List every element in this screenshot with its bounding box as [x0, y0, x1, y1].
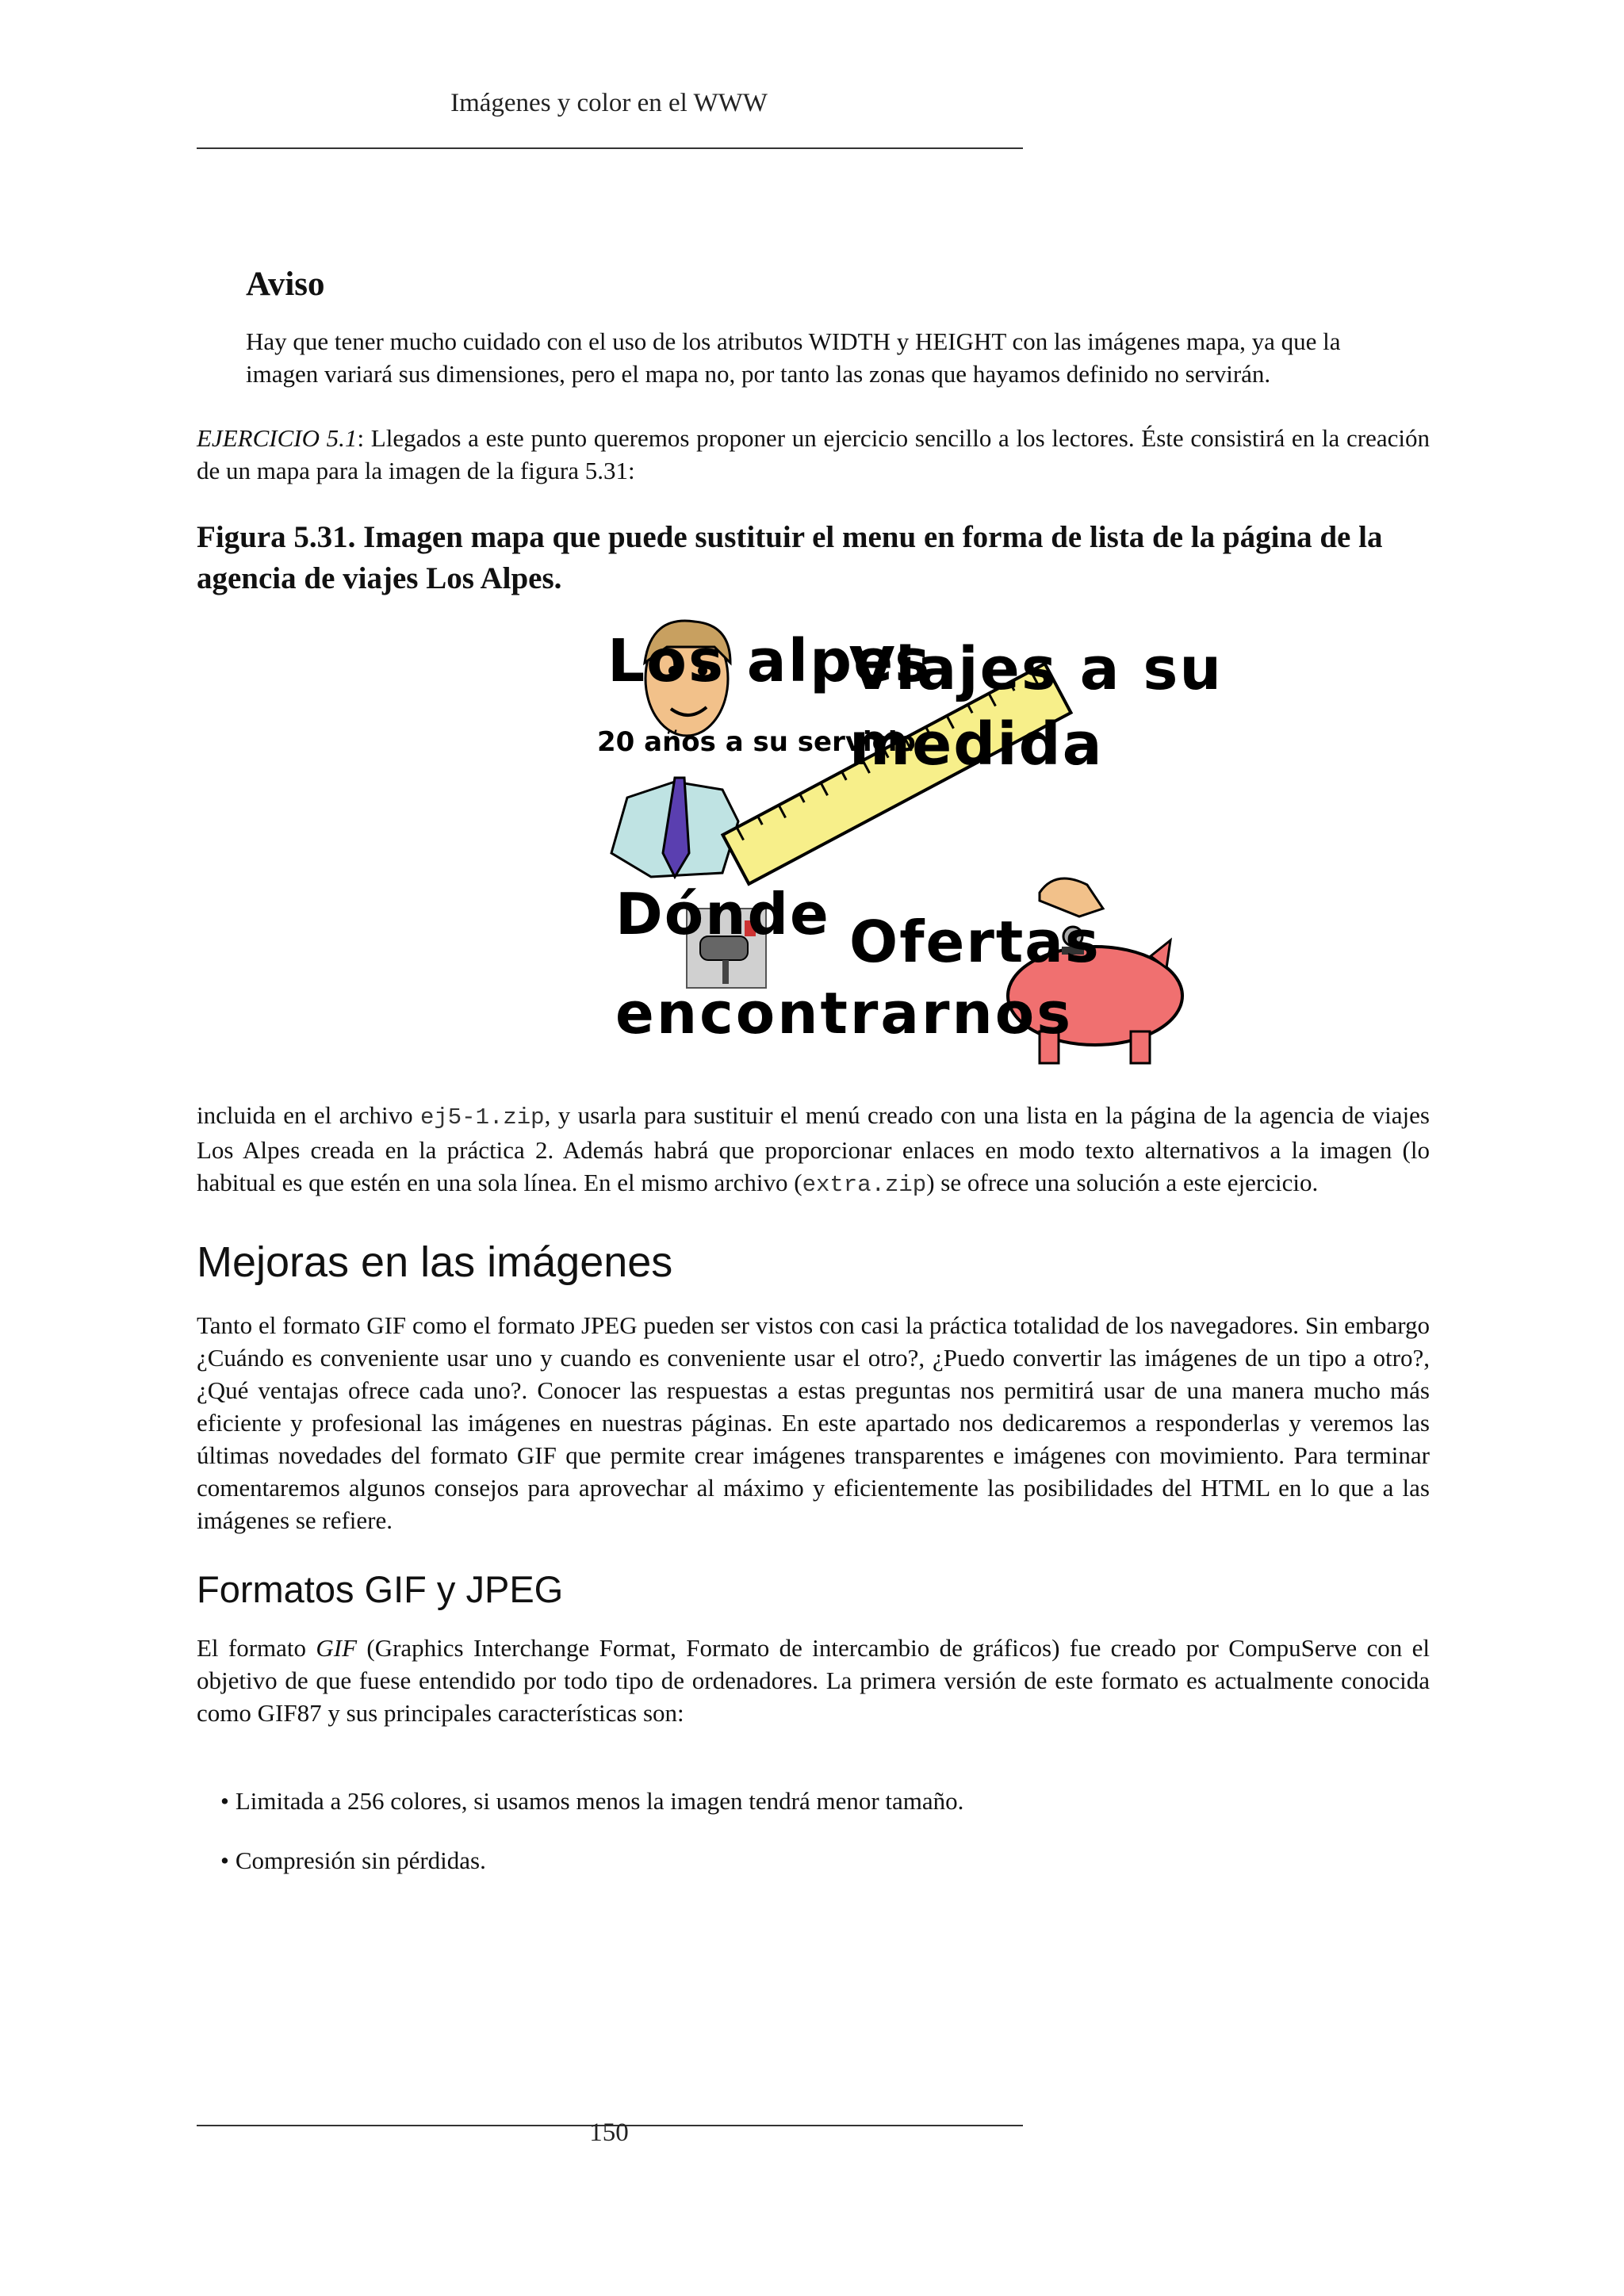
- after-figure-text-3: ) se ofrece una solución a este ejercicio.: [926, 1169, 1319, 1196]
- exercise-paragraph: [197, 422, 1430, 487]
- gif-term: GIF: [316, 1634, 358, 1662]
- section-paragraph: Tanto el formato GIF como el formato JPEG pueden ser vistos con casi la práctica totalidad de los navegadores. Sin embargo ¿Cuándo es conveniente usar uno y cuando es conveniente usar el otro?, ¿Puedo convertir las imágenes de un tipo a otro?, ¿Qué ventajas ofrece cada uno?. Conocer las respuestas a estas preguntas nos permitirá usar de una manera mucho más eficiente y profesional las imágenes en nuestras páginas. En este apartado nos dedicaremos a responderlas y veremos las últimas novedades del formato GIF que permite crear imágenes transparentes e imágenes con movimiento. Para terminar comentaremos algunos consejos para aprovechar al máximo y eficientemente las posibilidades del HTML en lo que a las imágenes se refiere.: [197, 1311, 1430, 1534]
- aviso-text: Hay que tener mucho cuidado con el uso de los atributos WIDTH y HEIGHT con las imágenes mapa, ya que la imagen variará sus dimensiones, pero el mapa no, por tanto las zonas que hayamos definido no servirán.: [246, 327, 1341, 388]
- after-figure-text-1: incluida en el archivo: [197, 1101, 420, 1129]
- subsection-text-1: El formato: [197, 1634, 316, 1662]
- after-figure-paragraph: [197, 1099, 1430, 1201]
- list-item: • Compresión sin pérdidas.: [220, 1844, 1430, 1877]
- page-number: 150: [589, 2118, 629, 2147]
- exercise-text: : Llegados a este punto queremos proponer un ejercicio sencillo a los lectores. Éste consistirá en la creación de un mapa para la imagen de la figura 5.31:: [197, 424, 1430, 484]
- map-area-donde-line1[interactable]: Dónde: [615, 881, 830, 947]
- list-item: • Limitada a 256 colores, si usamos menos la imagen tendrá menor tamaño.: [220, 1785, 1430, 1817]
- exercise-label: EJERCICIO 5.1: [197, 424, 358, 452]
- subsection-title: Formatos GIF y JPEG: [197, 1568, 564, 1610]
- image-map-figure[interactable]: [389, 615, 1224, 1075]
- aviso-note: [246, 262, 1396, 390]
- map-area-viajes-line2[interactable]: medida: [849, 710, 1104, 779]
- header-rule: [197, 147, 1023, 149]
- running-header: Imágenes y color en el WWW: [450, 89, 768, 117]
- map-area-los-alpes[interactable]: Los alpes: [607, 627, 932, 695]
- map-area-donde-line2[interactable]: encontrarnos: [615, 980, 1074, 1047]
- page-content: [197, 262, 1430, 1904]
- map-area-viajes-line1[interactable]: Viajes a su: [849, 635, 1224, 703]
- map-area-servicio[interactable]: 20 años a su servicio: [597, 726, 916, 758]
- file-name-extra: extra.zip: [802, 1172, 927, 1198]
- features-list: [220, 1785, 1430, 1877]
- figure-caption: Figura 5.31. Imagen mapa que puede sustituir el menu en forma de lista de la página de la agencia de viajes Los Alpes.: [197, 520, 1383, 595]
- subsection-text-2: (Graphics Interchange Format, Formato de intercambio de gráficos) fue creado por CompuServe con el objetivo de que fuese entendido por todo tipo de ordenadores. La primera versión de este formato es actualmente conocida como GIF87 y sus principales características son:: [197, 1634, 1430, 1727]
- file-name-ej5-1: ej5-1.zip: [419, 1104, 545, 1131]
- section-title: Mejoras en las imágenes: [197, 1238, 673, 1286]
- aviso-title: Aviso: [246, 266, 325, 303]
- map-area-ofertas[interactable]: Ofertas: [849, 909, 1101, 975]
- after-figure-text-2: , y usarla para sustituir el menú creado con una lista en la página de la agencia de viajes Los Alpes creada en la práctica 2. Además habrá que proporcionar enlaces en modo texto alternativos a la imagen (lo habitual es que estén en una sola línea. En el mismo archivo (: [197, 1101, 1430, 1196]
- subsection-paragraph: [197, 1632, 1430, 1729]
